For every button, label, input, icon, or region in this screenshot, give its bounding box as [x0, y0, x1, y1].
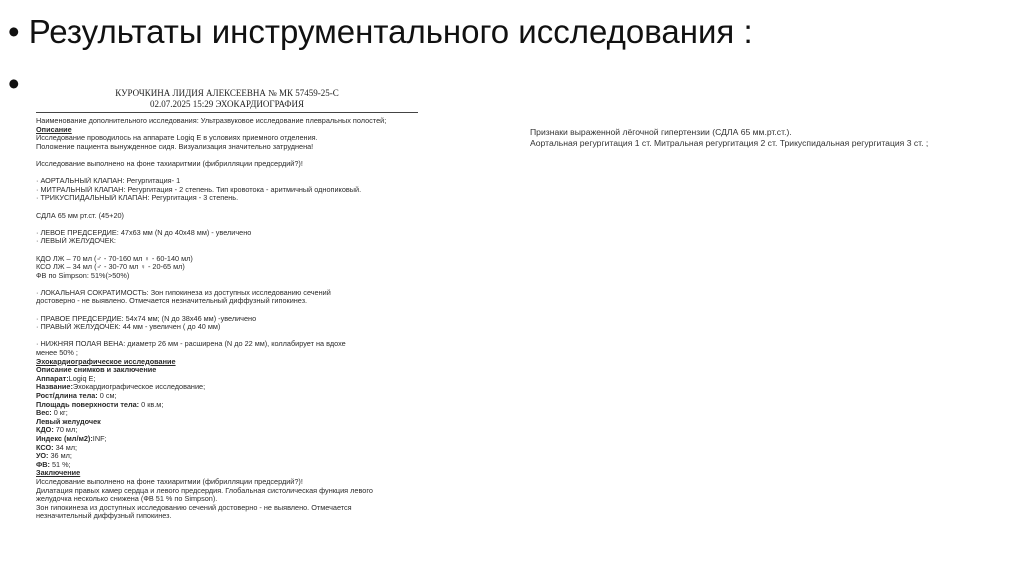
field-label: КДО: — [36, 426, 54, 435]
slide-title — [8, 12, 753, 52]
slide-title-text: Результаты инструментального исследования : — [28, 13, 753, 50]
report-line: · АОРТАЛЬНЫЙ КЛАПАН: Регургитация- 1 — [36, 177, 181, 186]
header-divider — [36, 112, 418, 113]
report-line: КСО ЛЖ – 34 мл (♂ - 30-70 мл ♀ - 20-65 мл) — [36, 263, 185, 272]
field-value: 70 мл; — [53, 426, 78, 435]
field-label: Вес: — [36, 409, 52, 418]
report-line: Заключение — [36, 469, 81, 478]
report-line: · ЛЕВЫЙ ЖЕЛУДОЧЕК: — [36, 237, 116, 246]
report-line — [36, 444, 418, 453]
report-line — [36, 435, 418, 444]
field-value: Эхокардиографическое исследование; — [72, 383, 206, 392]
conclusion-note — [530, 127, 928, 149]
report-line: КДО ЛЖ – 70 мл (♂ - 70-160 мл ♀ - 60-140 мл) — [36, 254, 193, 263]
line-spacer — [36, 332, 418, 341]
echo-report-document — [36, 88, 418, 521]
field-label: Аппарат: — [36, 374, 69, 383]
report-line: · МИТРАЛЬНЫЙ КЛАПАН: Регургитация - 2 степень. Тип кровотока - аритмичный однопиковый. — [36, 185, 362, 194]
field-label: ФВ: — [36, 460, 50, 469]
report-line: Левый желудочек — [36, 417, 101, 426]
line-spacer — [36, 280, 418, 289]
line-spacer — [36, 203, 418, 212]
field-value: 34 мл; — [53, 443, 78, 452]
report-line — [36, 409, 418, 418]
report-line: · ЛЕВОЕ ПРЕДСЕРДИЕ: 47x63 мм (N до 40x48 мм) - увеличено — [36, 228, 252, 237]
field-value: 0 кв.м; — [139, 400, 164, 409]
report-line: Положение пациента вынужденное сидя. Визуализация значительно затруднена! — [36, 142, 314, 151]
bullet: • — [8, 13, 20, 50]
note-line: Признаки выраженной лёгочной гипертензии (СДЛА 65 мм.рт.ст.). — [530, 127, 792, 137]
note-line: Аортальная регургитация 1 ст. Митральная регургитация 2 ст. Трикуспидальная регургитация 3 ст. ; — [530, 138, 929, 148]
report-line — [36, 461, 418, 470]
line-spacer — [36, 151, 418, 160]
field-value: 36 мл; — [48, 452, 72, 461]
report-line: Исследование выполнено на фоне тахиаритмии (фибрилляции предсердий?)! — [36, 477, 303, 486]
report-line: менее 50% ; — [36, 349, 78, 358]
bullet: • — [8, 65, 20, 102]
report-line: · ТРИКУСПИДАЛЬНЫЙ КЛАПАН: Регургитация - 3 степень. — [36, 194, 239, 203]
report-line: достоверно - не выявлено. Отмечается незначительный диффузный гипокинез. — [36, 297, 308, 306]
field-value: Logiq E; — [68, 374, 96, 383]
report-date-title: 02.07.2025 15:29 ЭХОКАРДИОГРАФИЯ — [149, 99, 305, 109]
field-value: INF; — [92, 434, 107, 443]
report-line: Наименование дополнительного исследования: Ультразвуковое исследование плевральных полостей; — [36, 117, 387, 125]
field-label: Название: — [36, 383, 73, 392]
field-label: Рост/длина тела: — [36, 392, 98, 400]
line-spacer — [36, 220, 418, 229]
field-value: 0 кг; — [51, 409, 68, 418]
report-line: Описание — [36, 125, 72, 134]
report-line: ФВ по Simpson: 51%(>50%) — [36, 271, 130, 280]
report-line — [36, 452, 418, 461]
field-label: КСО: — [36, 443, 54, 452]
report-line: · ПРАВОЕ ПРЕДСЕРДИЕ: 54x74 мм; (N до 38x46 мм) -увеличено — [36, 314, 257, 323]
report-line: Зон гипокинеза из доступных исследованию сечений достоверно - не выявлено. Отмечается — [36, 503, 352, 512]
report-line — [36, 426, 418, 435]
line-spacer — [36, 306, 418, 315]
report-patient: КУРОЧКИНА ЛИДИЯ АЛЕКСЕЕВНА № МК 57459-25-С — [115, 88, 339, 98]
report-line — [36, 392, 418, 401]
report-line: · ПРАВЫЙ ЖЕЛУДОЧЕК: 44 мм - увеличен ( до 40 мм) — [36, 323, 221, 332]
report-line: незначительный диффузный гипокинез. — [36, 512, 172, 521]
report-line: желудочка несколько снижена (ФВ 51 % по Simpson). — [36, 495, 218, 504]
field-label: УО: — [36, 452, 49, 461]
report-line: · НИЖНЯЯ ПОЛАЯ ВЕНА: диаметр 26 мм - расширена (N до 22 мм), коллабирует на вдохе — [36, 340, 346, 349]
report-line: Описание снимков и заключение — [36, 366, 157, 375]
report-line: СДЛА 65 мм рт.ст. (45+20) — [36, 211, 124, 220]
report-line: Дилатация правых камер сердца и левого предсердия. Глобальная систолическая функция левого — [36, 486, 373, 495]
field-label: Индекс (мл/м2): — [36, 434, 93, 443]
report-body — [36, 117, 418, 521]
report-line: Исследование проводилось на аппарате Logiq E в условиях приемного отделения. — [36, 134, 318, 143]
report-line: Эхокардиографическое исследование — [36, 357, 176, 366]
field-value: 51 %; — [49, 460, 71, 469]
report-line — [36, 383, 418, 392]
line-spacer — [36, 169, 418, 178]
report-line: · ЛОКАЛЬНАЯ СОКРАТИМОСТЬ: Зон гипокинеза из доступных исследованию сечений — [36, 288, 331, 297]
field-label: Площадь поверхности тела: — [36, 400, 140, 409]
field-value: 0 см; — [97, 392, 117, 400]
report-line — [36, 401, 418, 410]
report-line: Исследование выполнено на фоне тахиаритмии (фибрилляции предсердий?)! — [36, 159, 303, 168]
report-line — [36, 375, 418, 384]
line-spacer — [36, 246, 418, 255]
